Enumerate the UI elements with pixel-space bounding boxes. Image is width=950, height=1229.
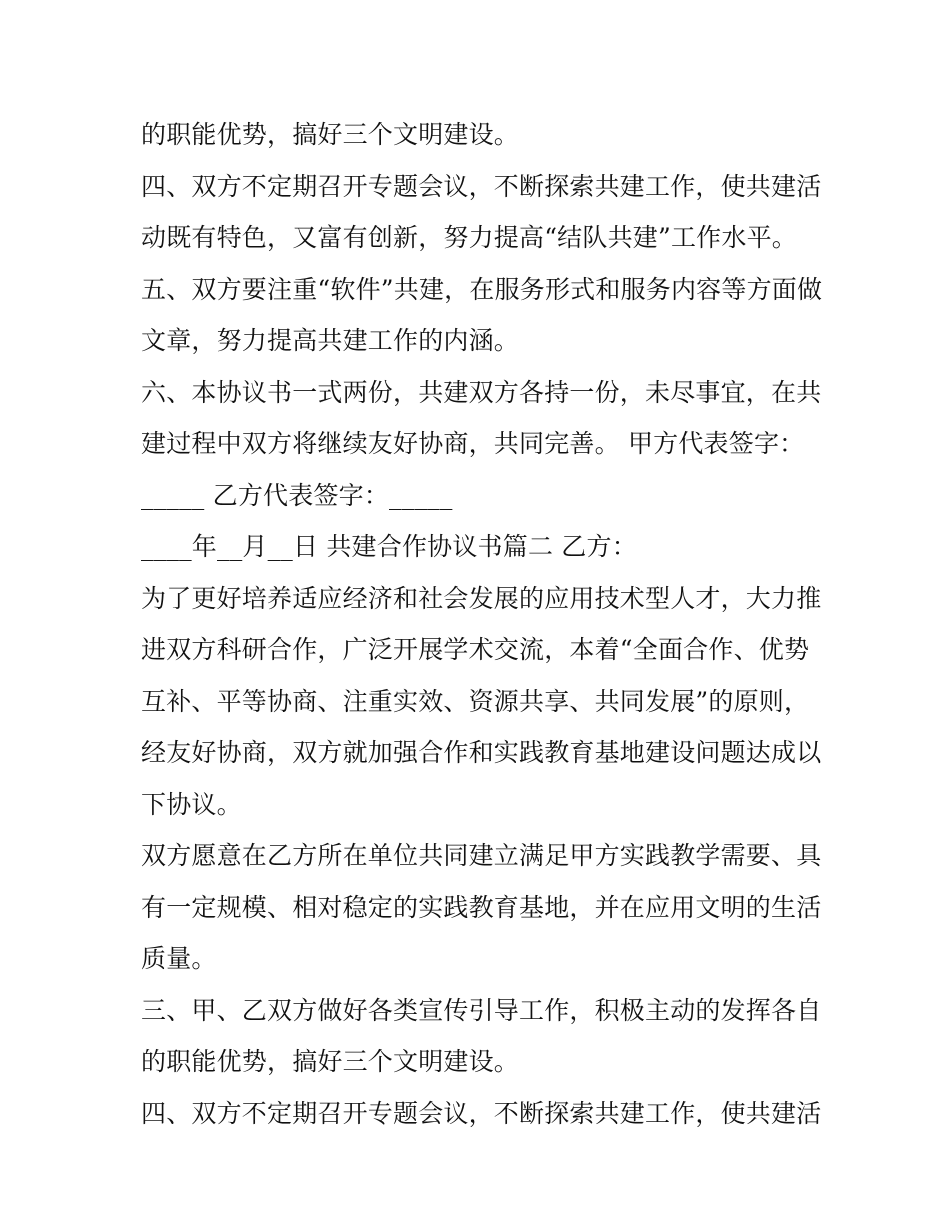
- text-line: 质量。: [141, 944, 217, 973]
- text-line: 进双方科研合作，广泛开展学术交流，本着“全面合作、优势: [141, 635, 810, 664]
- text-line: 动既有特色，又富有创新，努力提高“结队共建”工作水平。: [141, 223, 797, 252]
- signature-line: _____ 乙方代表签字：_____: [141, 480, 453, 510]
- text-line: 为了更好培养适应经济和社会发展的应用技术型人才，大力推: [141, 583, 822, 613]
- text-line: 下协议。: [141, 789, 242, 819]
- text-line: 文章，努力提高共建工作的内涵。: [141, 326, 520, 355]
- text-line: 的职能优势，搞好三个文明建设。: [141, 1047, 520, 1076]
- text-line: 五、双方要注重“软件”共建，在服务形式和服务内容等方面做: [141, 274, 823, 304]
- document-body: [141, 109, 821, 1139]
- text-line: 双方愿意在乙方所在单位共同建立满足甲方实践教学需要、具: [141, 841, 822, 870]
- text-line: 建过程中双方将继续友好协商，共同完善。 甲方代表签字：: [141, 429, 805, 458]
- text-line: 互补、平等协商、注重实效、资源共享、共同发展”的原则，: [141, 686, 810, 716]
- text-line: 四、双方不定期召开专题会议，不断探索共建工作，使共建活: [141, 171, 822, 201]
- text-line: 经友好协商，双方就加强合作和实践教育基地建设问题达成以: [141, 738, 822, 767]
- text-line: 有一定规模、相对稳定的实践教育基地，并在应用文明的生活: [141, 892, 822, 922]
- date-line: ____年__月__日 共建合作协议书篇二 乙方：: [141, 532, 637, 561]
- text-line: 四、双方不定期召开专题会议，不断探索共建工作，使共建活: [141, 1098, 822, 1128]
- text-line: 三、甲、乙双方做好各类宣传引导工作，积极主动的发挥各自: [141, 995, 822, 1025]
- text-line: 六、本协议书一式两份，共建双方各持一份，未尽事宜，在共: [141, 377, 822, 407]
- text-line: 的职能优势，搞好三个文明建设。: [141, 120, 520, 149]
